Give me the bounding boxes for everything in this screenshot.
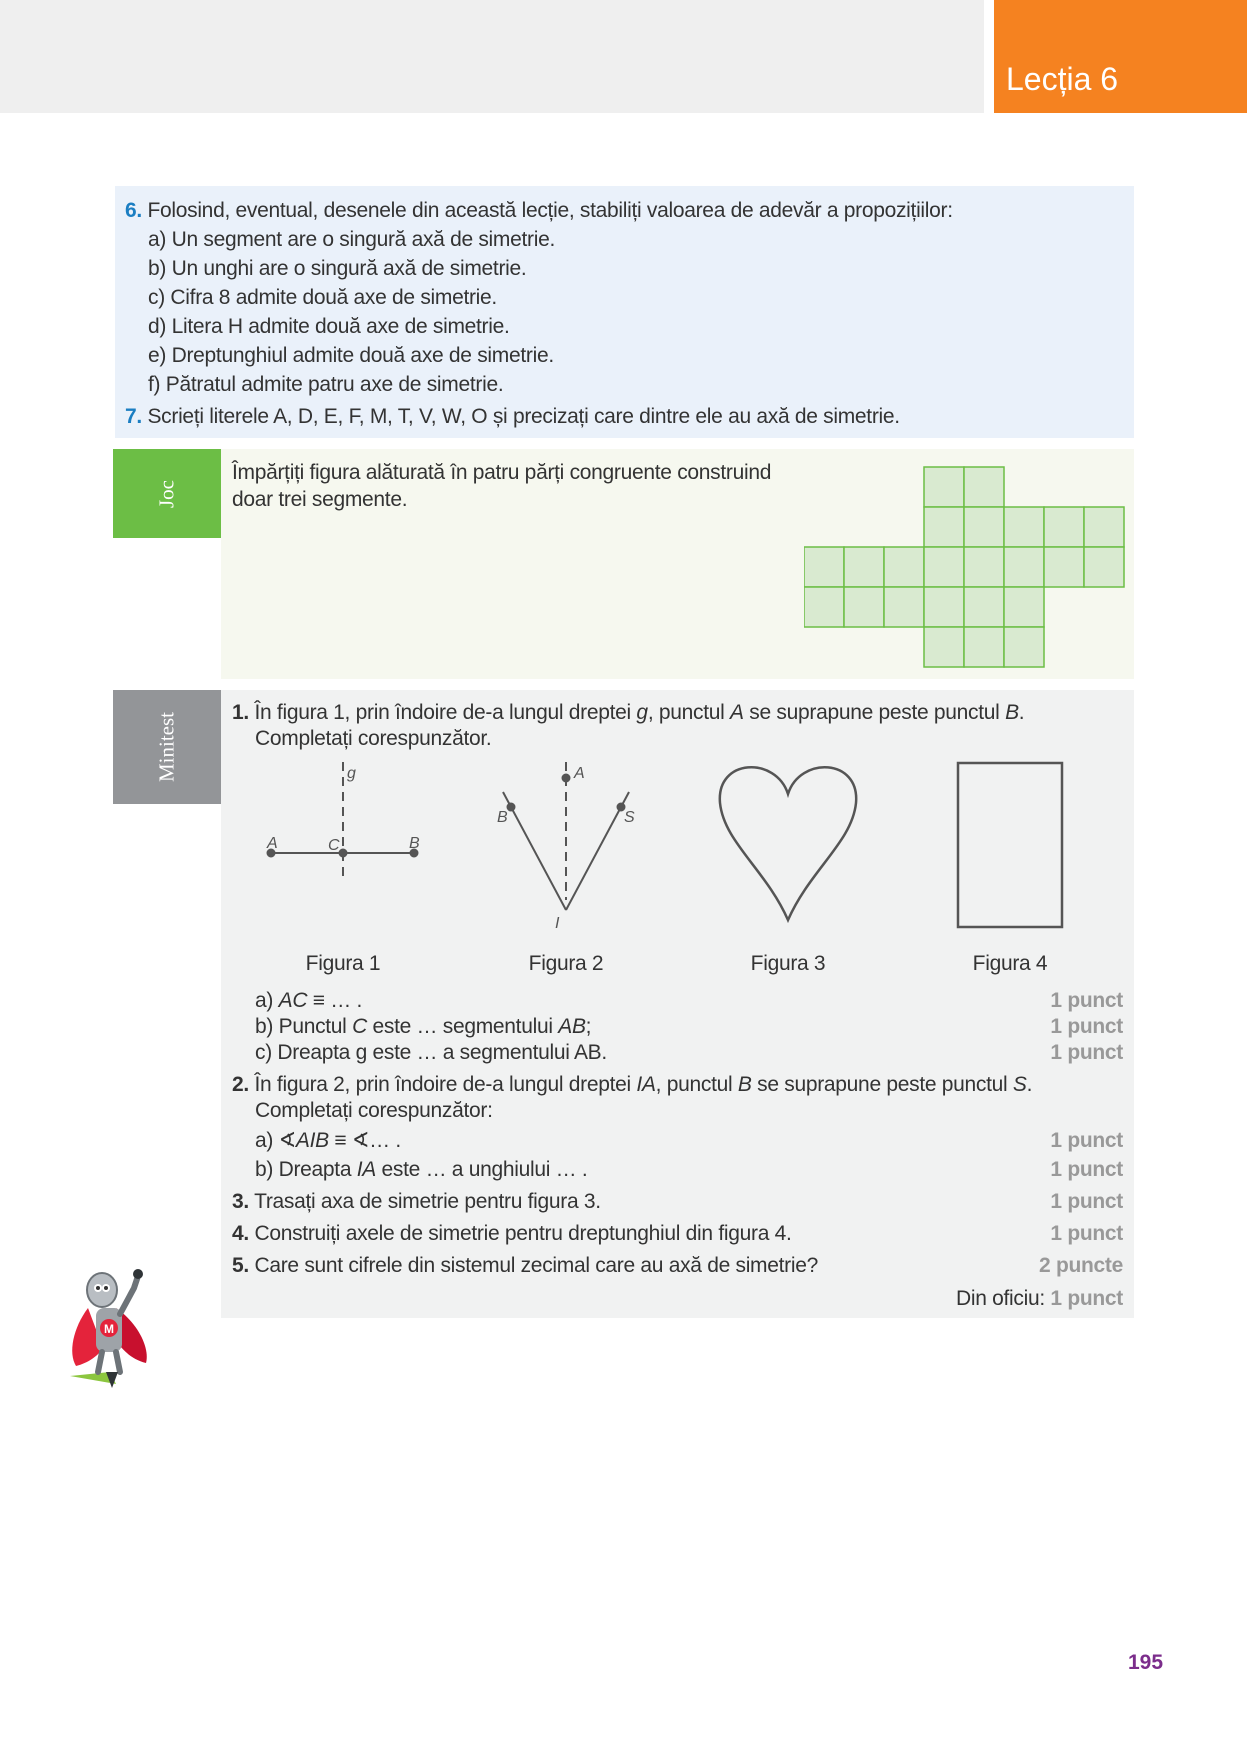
question-number: 1.	[232, 701, 249, 724]
exercise-number: 7.	[125, 405, 142, 428]
grid-cell	[964, 627, 1004, 667]
question-2: 2. În figura 2, prin îndoire de-a lungul dreptei IA, punctul B se suprapune peste punctul S.	[232, 1073, 1033, 1096]
grid-cell	[964, 547, 1004, 587]
figure-4-caption: Figura 4	[972, 952, 1048, 975]
cross-grid-figure	[804, 465, 1128, 669]
lesson-tab	[994, 0, 1247, 113]
question-2-line2: Completați corespunzător:	[255, 1099, 493, 1122]
point-b	[507, 803, 515, 811]
grid-cell	[1004, 587, 1044, 627]
grid-cell	[804, 547, 844, 587]
lesson-title: Lecția 6	[1006, 61, 1119, 97]
grid-cell	[924, 547, 964, 587]
grid-cell	[804, 587, 844, 627]
joc-label: Joc	[154, 479, 179, 508]
grid-cell	[924, 627, 964, 667]
exercise-item: e) Dreptunghiul admite două axe de simetrie.	[148, 344, 554, 367]
label-i: I	[555, 915, 560, 932]
grid-cell	[844, 587, 884, 627]
point-a	[562, 774, 570, 782]
figure-3-caption: Figura 3	[750, 952, 826, 975]
figures-row	[221, 760, 1134, 950]
points-label: 1 punct	[1050, 1190, 1123, 1213]
question-5: 5. Care sunt cifrele din sistemul zecimal care au axă de simetrie?	[232, 1254, 818, 1277]
grid-cell	[924, 467, 964, 507]
mascot-letter: M	[104, 1322, 114, 1336]
figure-1-caption: Figura 1	[305, 952, 381, 975]
question-2b: b) Dreapta IA este … a unghiului … .	[255, 1158, 588, 1181]
label-b: B	[497, 809, 508, 826]
minitest-label: Minitest	[154, 711, 179, 783]
oficiu-points: Din oficiu: 1 punct	[955, 1287, 1123, 1310]
grid-cell	[1084, 547, 1124, 587]
figure-2-caption: Figura 2	[528, 952, 604, 975]
exercise-text: Scrieți literele A, D, E, F, M, T, V, W, O și precizați care dintre ele au axă de simetrie.	[147, 405, 900, 428]
label-a: A	[267, 835, 278, 852]
label-c: C	[328, 837, 340, 854]
exercise-item: c) Cifra 8 admite două axe de simetrie.	[148, 286, 497, 309]
label-a: A	[574, 765, 585, 782]
points-label: 1 punct	[1050, 1158, 1123, 1181]
question-text: .	[1018, 701, 1025, 724]
grid-cell	[924, 587, 964, 627]
exercise-item: d) Litera H admite două axe de simetrie.	[148, 315, 510, 338]
joc-box	[221, 449, 1134, 679]
question-3: 3. Trasați axa de simetrie pentru figura 3.	[232, 1190, 601, 1213]
label-s: S	[624, 809, 635, 826]
figure-2	[503, 762, 629, 910]
points-label: 1 punct	[1050, 1015, 1123, 1038]
page-number: 195	[1128, 1651, 1164, 1674]
exercise-text: Folosind, eventual, desenele din această lecție, stabiliți valoarea de adevăr a propozițiilor:	[147, 199, 953, 222]
question-number: 4.	[232, 1222, 249, 1245]
question-text: A	[730, 701, 744, 724]
question-text: g	[636, 701, 648, 724]
points-label: 1 punct	[1050, 989, 1123, 1012]
exercise-item: a) Un segment are o singură axă de simetrie.	[148, 228, 556, 251]
exercise-7	[125, 402, 1134, 431]
question-1b: b) Punctul C este … segmentului AB;	[255, 1015, 592, 1038]
exercise-item: b) Un unghi are o singură axă de simetrie.	[148, 257, 527, 280]
point-c	[339, 849, 347, 857]
exercise-number: 6.	[125, 199, 142, 222]
points-label: 2 puncte	[1039, 1254, 1123, 1277]
grid-cell	[1084, 507, 1124, 547]
grid-cell	[964, 467, 1004, 507]
points-label: 1 punct	[1050, 1041, 1123, 1064]
grid-cell	[1004, 547, 1044, 587]
grid-cell	[1044, 507, 1084, 547]
grid-cell	[1004, 507, 1044, 547]
question-text: În figura 1, prin îndoire de-a lungul dreptei	[254, 701, 637, 724]
minitest-box	[221, 690, 1134, 1318]
question-1a: a) AC ≡ … .	[255, 989, 362, 1012]
mascot-illustration	[68, 1268, 158, 1388]
question-1-line2: Completați corespunzător.	[255, 727, 492, 750]
figure-1	[267, 762, 418, 882]
grid-cell	[884, 587, 924, 627]
question-text: se suprapune peste punctul	[743, 701, 1006, 724]
question-1c: c) Dreapta g este … a segmentului AB.	[255, 1041, 607, 1064]
figure-4-rectangle	[958, 763, 1062, 927]
header-band	[0, 0, 984, 113]
question-text: , punctul	[647, 701, 731, 724]
points-label: 1 punct	[1050, 1222, 1123, 1245]
question-text: B	[1005, 701, 1019, 724]
joc-text: Împărțiți figura alăturată în patru părți congruente construind doar trei segmente.	[232, 461, 772, 511]
exercises-box	[115, 186, 1134, 438]
grid-cell	[964, 507, 1004, 547]
grid-cell	[844, 547, 884, 587]
label-b: B	[409, 835, 420, 852]
question-number: 5.	[232, 1254, 249, 1277]
points-label: 1 punct	[1050, 1129, 1123, 1152]
exercise-6	[125, 196, 1134, 225]
figure-3-heart	[720, 767, 856, 920]
minitest-tab	[113, 690, 221, 804]
grid-cell	[1004, 627, 1044, 667]
grid-cell	[924, 507, 964, 547]
question-4: 4. Construiți axele de simetrie pentru dreptunghiul din figura 4.	[232, 1222, 792, 1245]
grid-cell	[1044, 547, 1084, 587]
question-number: 3.	[232, 1190, 249, 1213]
grid-cell	[964, 587, 1004, 627]
grid-cell	[884, 547, 924, 587]
question-1	[232, 700, 1024, 726]
joc-tab	[113, 449, 221, 538]
exercise-item: f) Pătratul admite patru axe de simetrie.	[148, 373, 504, 396]
question-2a: a) ∢AIB ≡ ∢… .	[255, 1129, 401, 1152]
question-number: 2.	[232, 1073, 249, 1096]
label-g: g	[347, 765, 356, 782]
